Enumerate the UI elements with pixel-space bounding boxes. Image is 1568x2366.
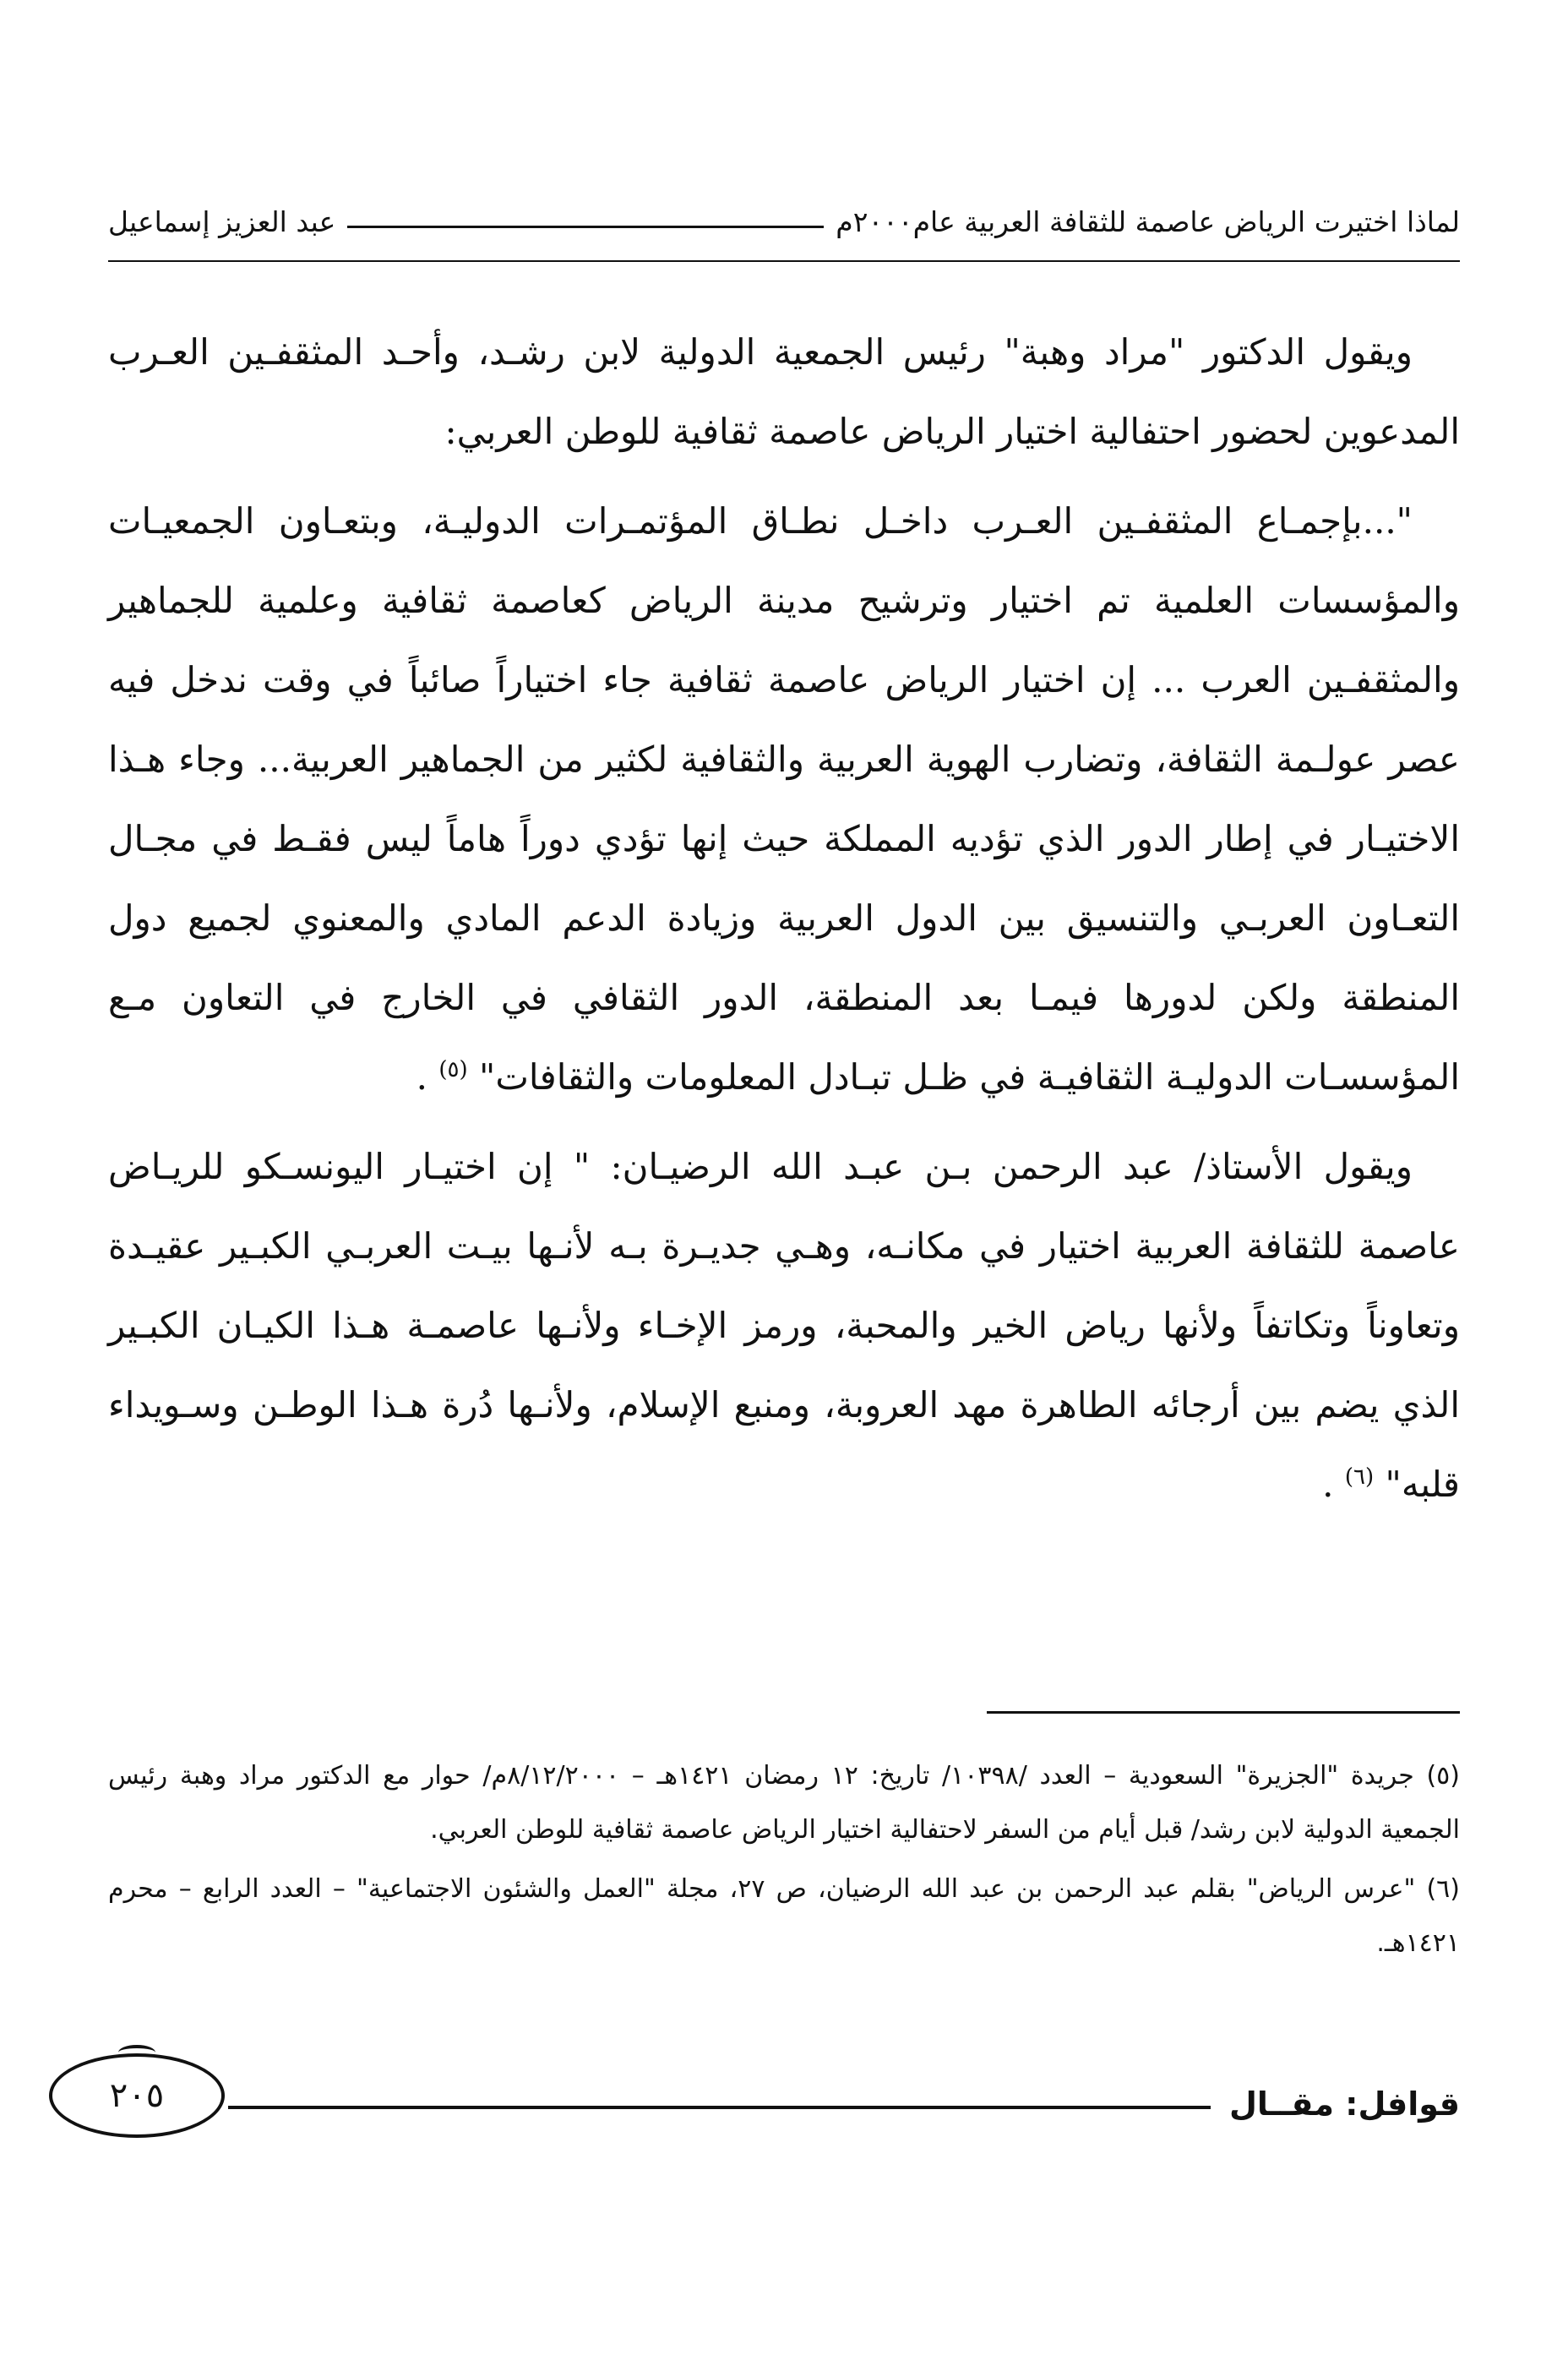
paragraph-1-text: ويقول الدكتور "مراد وهبة" رئيس الجمعية الدولية لابن رشـد، وأحـد المثقفـين العـرب المدعوين لحضور احتفالية اختيار الرياض عاصمة ثقافية للوطن العربي:: [108, 331, 1460, 452]
paragraph-1: [108, 313, 1460, 472]
footnote-ref-6[interactable]: (٦): [1344, 1464, 1375, 1490]
paragraph-3-end: .: [1322, 1464, 1334, 1505]
paragraph-3-text: ويقول الأستاذ/ عبد الرحمن بـن عبـد الله الرضيـان: " إن اختيـار اليونسـكو للريـاض عاصمة للثقافة العربية اختيار في مكانـه، وهـي جديـرة بـه لأنـها بيـت العربـي الكبـير عقيـدة وتعاوناً وتكاتفاً ولأنها رياض الخير والمحبة، ورمز الإخـاء ولأنـها عاصمـة هـذا الكيـان الكبـير الذي يضم بين أرجائه الطاهرة مهد العروبة، ومنبع الإسلام، ولأنـها دُرة هـذا الوطـن وسـويداء قلبه": [108, 1146, 1460, 1505]
paragraph-2-end: .: [416, 1056, 427, 1098]
header-title: لماذا اختيرت الرياض عاصمة للثقافة العربية عام٢٠٠٠م: [836, 204, 1460, 238]
paragraph-2: [108, 482, 1460, 1117]
footnote-5: (٥) جريدة "الجزيرة" السعودية – العدد /١٠٣٩٨/ تاريخ: ١٢ رمضان ١٤٢١هـ – ٨/١٢/٢٠٠٠م/ حوار مع الدكتور مراد وهبة رئيس الجمعية الدولية لابن رشد/ قبل أيام من السفر لاحتفالية اختيار الرياض عاصمة ثقافية للوطن العربي.: [108, 1761, 1461, 1845]
badge-ornament-icon: [118, 2045, 155, 2060]
page-number: ٢٠٥: [109, 2076, 165, 2115]
running-header: [108, 188, 1460, 255]
header-divider: [108, 260, 1460, 262]
footer-rule: [228, 2106, 1211, 2109]
footnotes: [108, 1749, 1460, 1976]
header-rule: [347, 226, 824, 228]
paragraph-3: [108, 1127, 1460, 1524]
page-number-badge: [49, 2053, 225, 2138]
footer-label: قوافل: مقــال: [1228, 2085, 1460, 2123]
footnote-ref-5[interactable]: (٥): [438, 1057, 468, 1082]
footnote-6: (٦) "عرس الرياض" بقلم عبد الرحمن بن عبد الله الرضيان، ص ٢٧، مجلة "العمل والشئون الاجتماعية" – العدد الرابع – محرم ١٤٢١هـ.: [108, 1874, 1460, 1958]
article-body: [108, 313, 1460, 1535]
page-footer: [76, 2062, 1460, 2146]
paragraph-2-text: "...بإجمـاع المثقفـين العـرب داخـل نطـاق المؤتمـرات الدوليـة، وبتعـاون الجمعيـات والمؤسسات العلمية تم اختيار وترشيح مدينة الرياض كعاصمة ثقافية وعلمية للجماهير والمثقفـين العرب ... إن اختيار الرياض عاصمة ثقافية جاء اختياراً صائباً في وقت ندخل فيه عصر عولـمة الثقافة، وتضارب الهوية العربية والثقافية لكثير من الجماهير العربية... وجاء هـذا الاختيـار في إطار الدور الذي تؤديه المملكة حيث إنها تؤدي دوراً هاماً ليس فقـط في مجـال التعـاون العربـي والتنسيق بين الدول العربية وزيادة الدعم المادي والمعنوي لجميع دول المنطقة ولكن لدورها فيمـا بعد المنطقة، الدور الثقافي في الخارج في التعاون مـع المؤسسـات الدوليـة الثقافيـة في ظـل تبـادل المعلومات والثقافات": [108, 500, 1460, 1098]
header-author: عبد العزيز إسماعيل: [108, 204, 336, 238]
footnote-separator: [987, 1711, 1460, 1714]
